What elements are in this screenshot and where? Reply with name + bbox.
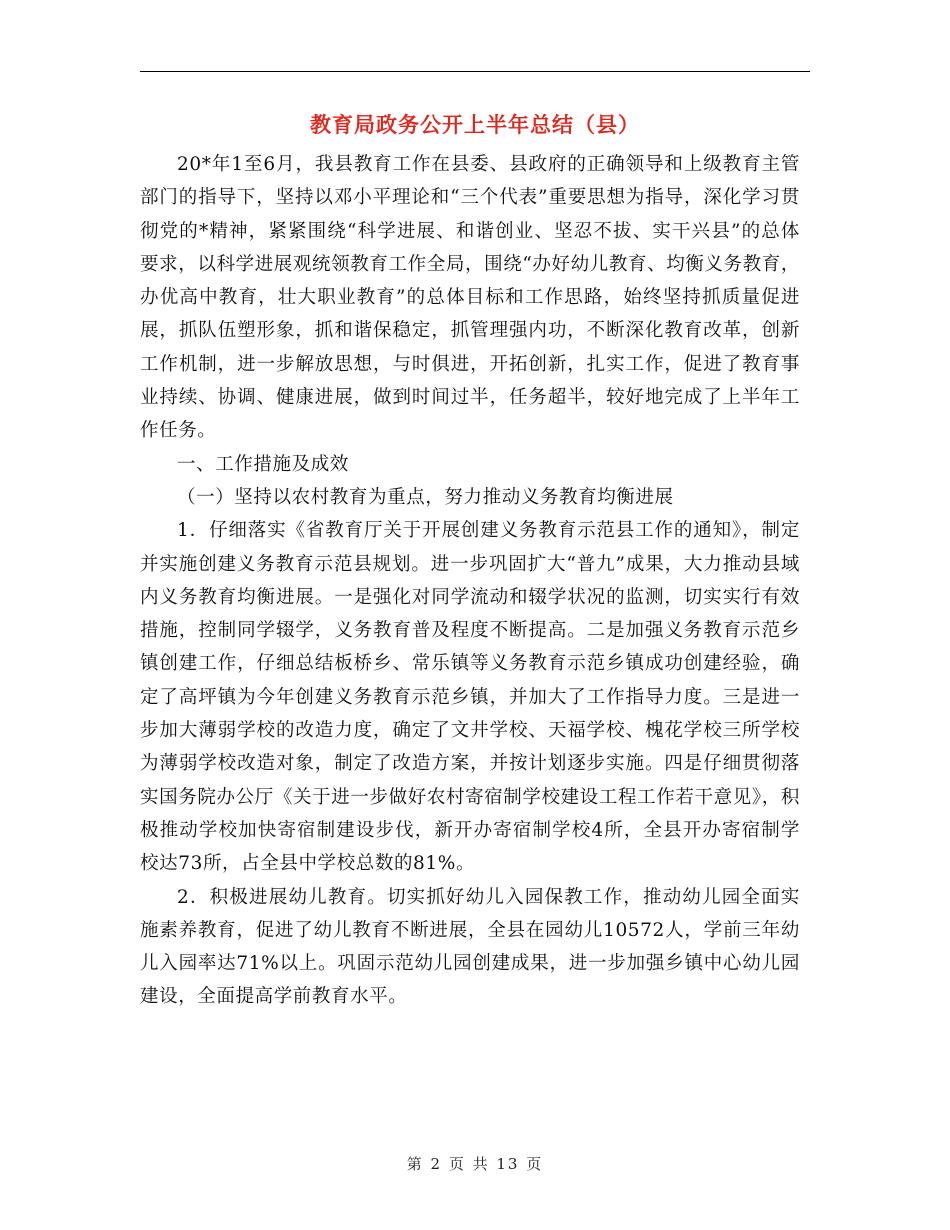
document-body — [140, 148, 800, 1014]
subsection-heading: （一）坚持以农村教育为重点，努力推动义务教育均衡进展 — [177, 486, 674, 508]
header-rule — [140, 71, 810, 72]
item-1-paragraph: 1．仔细落实《省教育厅关于开展创建义务教育示范县工作的通知》，制定并实施创建义务教育示范县规划。进一步巩固扩大“普九”成果，大力推动县域内义务教育均衡进展。一是强化对同学流动和辍学状况的监测，切实实行有效措施，控制同学辍学，义务教育普及程度不断提高。二是加强义务教育示范乡镇创建工作，仔细总结板桥乡、常乐镇等义务教育示范乡镇成功创建经验，确定了高坪镇为今年创建义务教育示范乡镇，并加大了工作指导力度。三是进一步加大薄弱学校的改造力度，确定了文井学校、天福学校、槐花学校三所学校为薄弱学校改造对象，制定了改造方案，并按计划逐步实施。四是仔细贯彻落实国务院办公厅《关于进一步做好农村寄宿制学校建设工程工作若干意见》，积极推动学校加快寄宿制建设步伐，新开办寄宿制学校4所，全县开办寄宿制学校达73所，占全县中学校总数的81%。 — [140, 520, 800, 875]
page-footer: 第 2 页 共 13 页 — [406, 1155, 544, 1173]
item-2-paragraph: 2．积极进展幼儿教育。切实抓好幼儿入园保教工作，推动幼儿园全面实施素养教育，促进了幼儿教育不断进展，全县在园幼儿10572人，学前三年幼儿入园率达71%以上。巩固示范幼儿园创建成果，进一步加强乡镇中心幼儿园建设，全面提高学前教育水平。 — [140, 886, 800, 1008]
section-heading: 一、工作措施及成效 — [177, 453, 349, 475]
intro-paragraph: 20*年1至6月，我县教育工作在县委、县政府的正确领导和上级教育主管部门的指导下，坚持以邓小平理论和“三个代表”重要思想为指导，深化学习贯彻党的*精神，紧紧围绕“科学进展、和谐创业、坚忍不拔、实干兴县”的总体要求，以科学进展观统领教育工作全局，围绕“办好幼儿教育、均衡义务教育，办优高中教育，壮大职业教育”的总体目标和工作思路，始终坚持抓质量促进展，抓队伍塑形象，抓和谐保稳定，抓管理强内功，不断深化教育改革，创新工作机制，进一步解放思想，与时俱进，开拓创新，扎实工作，促进了教育事业持续、协调、健康进展，做到时间过半，任务超半，较好地完成了上半年工作任务。 — [140, 154, 800, 442]
document-title: 教育局政务公开上半年总结（县） — [310, 112, 640, 137]
